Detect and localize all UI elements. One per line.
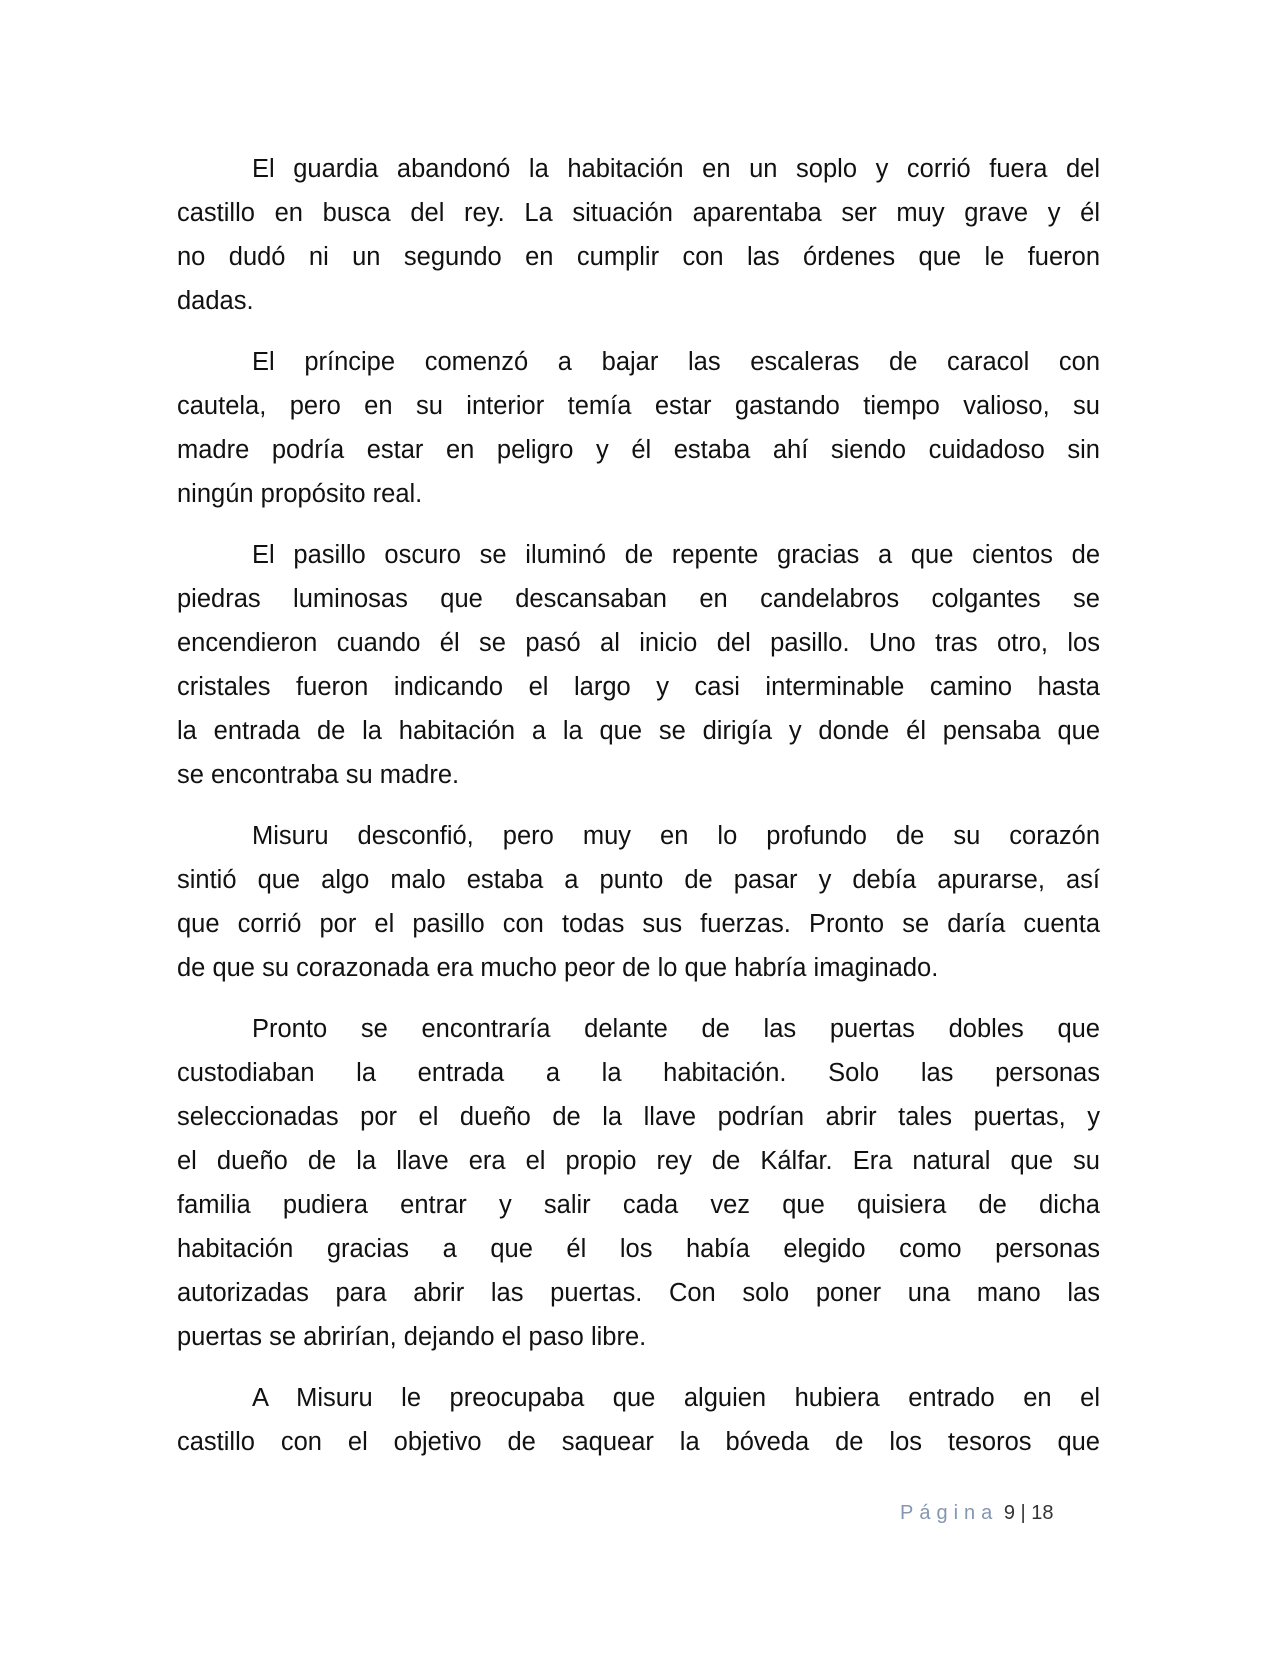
paragraph <box>177 814 1100 990</box>
text-line: habitación gracias a que él los había elegido como personas <box>177 1235 1100 1263</box>
text-line: familia pudiera entrar y salir cada vez que quisiera de dicha <box>177 1191 1100 1219</box>
text-line: no dudó ni un segundo en cumplir con las órdenes que le fueron <box>177 243 1100 271</box>
page-separator: | <box>1020 1502 1026 1524</box>
text-line: madre podría estar en peligro y él estaba ahí siendo cuidadoso sin <box>177 436 1100 464</box>
text-line: de que su corazonada era mucho peor de lo que habría imaginado. <box>177 954 939 982</box>
paragraph <box>177 1007 1100 1359</box>
text-line: castillo con el objetivo de saquear la bóveda de los tesoros que <box>177 1428 1100 1456</box>
page-number: 9 <box>1003 1502 1015 1524</box>
text-line: castillo en busca del rey. La situación aparentaba ser muy grave y él <box>177 199 1100 227</box>
page-footer <box>900 1502 1054 1525</box>
text-line: el dueño de la llave era el propio rey de Kálfar. Era natural que su <box>177 1147 1100 1175</box>
text-line: A Misuru le preocupaba que alguien hubiera entrado en el <box>252 1384 1100 1412</box>
page-total: 18 <box>1031 1502 1054 1524</box>
text-line: encendieron cuando él se pasó al inicio del pasillo. Uno tras otro, los <box>177 629 1100 657</box>
text-line: seleccionadas por el dueño de la llave podrían abrir tales puertas, y <box>177 1103 1100 1131</box>
paragraph <box>177 533 1100 797</box>
text-line: cristales fueron indicando el largo y casi interminable camino hasta <box>177 673 1100 701</box>
text-line: autorizadas para abrir las puertas. Con solo poner una mano las <box>177 1279 1100 1307</box>
text-line: Pronto se encontraría delante de las puertas dobles que <box>252 1015 1100 1043</box>
text-line: cautela, pero en su interior temía estar gastando tiempo valioso, su <box>177 392 1100 420</box>
paragraph <box>177 1376 1100 1464</box>
text-line: se encontraba su madre. <box>177 761 460 789</box>
text-line: El guardia abandonó la habitación en un soplo y corrió fuera del <box>252 155 1100 183</box>
text-line: Misuru desconfió, pero muy en lo profundo de su corazón <box>252 822 1100 850</box>
text-line: puertas se abrirían, dejando el paso libre. <box>177 1323 647 1351</box>
text-line: El príncipe comenzó a bajar las escaleras de caracol con <box>252 348 1100 376</box>
text-line: sintió que algo malo estaba a punto de pasar y debía apurarse, así <box>177 866 1100 894</box>
text-line: la entrada de la habitación a la que se dirigía y donde él pensaba que <box>177 717 1100 745</box>
paragraph <box>177 147 1100 323</box>
text-line: dadas. <box>177 287 254 315</box>
document-body <box>177 147 1100 1481</box>
text-line: custodiaban la entrada a la habitación. Solo las personas <box>177 1059 1100 1087</box>
text-line: El pasillo oscuro se iluminó de repente gracias a que cientos de <box>252 541 1100 569</box>
text-line: piedras luminosas que descansaban en candelabros colgantes se <box>177 585 1100 613</box>
text-line: ningún propósito real. <box>177 480 423 508</box>
paragraph <box>177 340 1100 516</box>
page-label: Página <box>900 1502 999 1524</box>
text-line: que corrió por el pasillo con todas sus fuerzas. Pronto se daría cuenta <box>177 910 1100 938</box>
